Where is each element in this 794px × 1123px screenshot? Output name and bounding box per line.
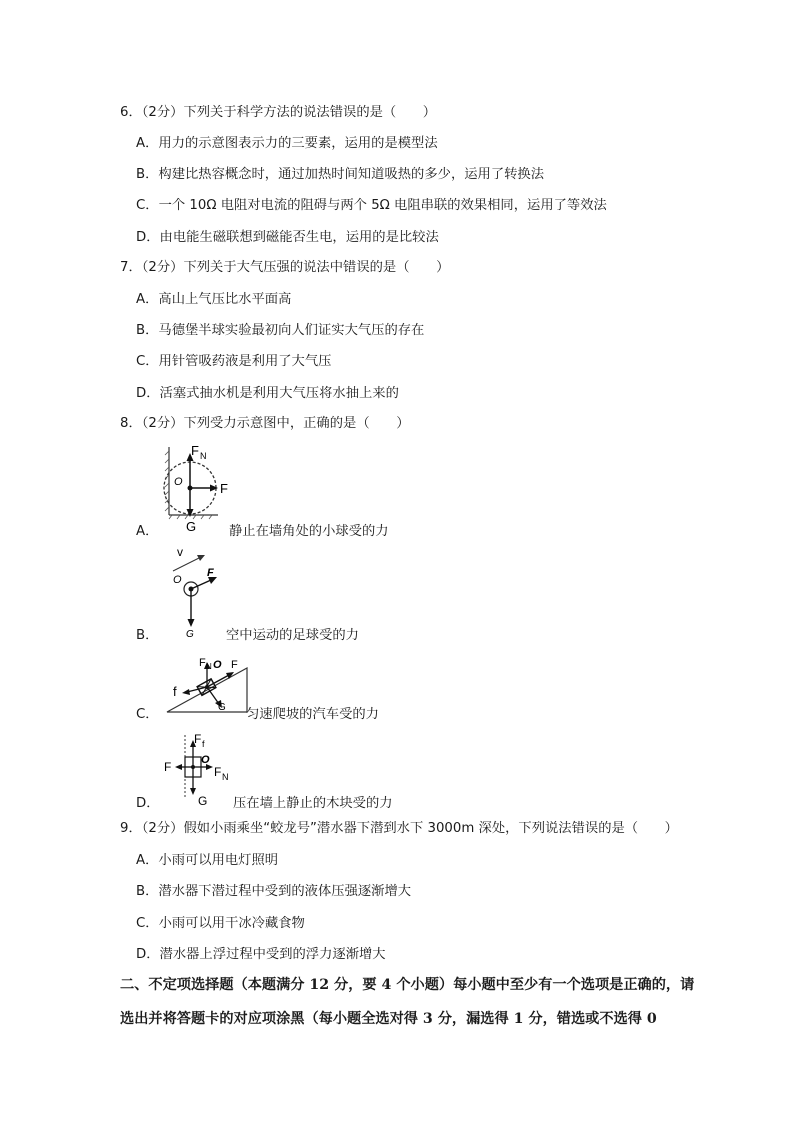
question-8-option-d-letter: D．: [136, 796, 160, 811]
figure-c-fn-label: F: [199, 657, 206, 669]
figure-a-o-label: O: [174, 476, 183, 488]
question-9-option-c: C．小雨可以用干冰冷藏食物: [136, 916, 305, 931]
figure-b-v-label: v: [177, 545, 183, 559]
section-2-heading-line-2: 选出并将答题卡的对应项涂黑（每小题全选对得 3 分，漏选得 1 分，错选或不选得 0: [120, 1011, 657, 1027]
figure-d-fn-label: F: [214, 765, 222, 779]
question-8-option-d-caption: 压在墙上静止的木块受的力: [233, 796, 393, 811]
question-8-option-c-caption: 匀速爬坡的汽车受的力: [246, 707, 379, 722]
figure-d-ff-label: F: [194, 733, 202, 746]
figure-d-block-wall: [160, 733, 240, 808]
figure-a-fn-subscript: N: [200, 451, 207, 461]
figure-b-g-label: G: [186, 629, 194, 638]
question-6-option-c: C．一个 10Ω 电阻对电流的阻碍与两个 5Ω 电阻串联的效果相同，运用了等效法: [136, 198, 607, 213]
figure-c-f-drive-label: F: [231, 659, 238, 671]
figure-c-f-friction-label: f: [173, 684, 177, 699]
figure-d-f-label: F: [164, 760, 172, 774]
question-6-option-d: D．由电能生磁联想到磁能否生电，运用的是比较法: [136, 230, 439, 245]
question-8-option-b-caption: 空中运动的足球受的力: [226, 628, 359, 643]
figure-c-car-slope: [163, 652, 253, 722]
figure-d-o-label: O: [201, 754, 210, 766]
figure-d-ff-subscript: f: [202, 739, 205, 749]
figure-b-o-label: O: [173, 574, 182, 586]
section-2-heading-line-1: 二、不定项选择题（本题满分 12 分，要 4 个小题）每小题中至少有一个选项是正确的，请: [120, 977, 695, 993]
figure-a-fn-label: F: [191, 445, 199, 458]
question-9-option-a: A．小雨可以用电灯照明: [136, 853, 279, 868]
figure-c-fn-subscript: N: [206, 662, 212, 671]
figure-b-football: [165, 543, 235, 638]
figure-c-o-label: O: [213, 659, 222, 671]
question-7-stem: 7．（2分）下列关于大气压强的说法中错误的是（ ）: [120, 260, 450, 275]
question-6-option-b: B．构建比热容概念时，通过加热时间知道吸热的多少，运用了转换法: [136, 167, 545, 182]
figure-a-g-label: G: [186, 519, 197, 533]
figure-a-ball-corner: [160, 445, 250, 533]
question-6-option-a: A．用力的示意图表示力的三要素，运用的是模型法: [136, 136, 438, 151]
figure-b-f-label: F: [207, 567, 214, 579]
question-6-stem: 6．（2分）下列关于科学方法的说法错误的是（ ）: [120, 105, 437, 120]
question-9-stem: 9．（2分）假如小雨乘坐“蛟龙号”潜水器下潜到水下 3000m 深处，下列说法错误的是（ ）: [120, 821, 678, 836]
question-8-option-a-letter: A．: [136, 524, 159, 539]
question-8-option-b-letter: B．: [136, 628, 159, 643]
figure-d-fn-subscript: N: [222, 772, 229, 782]
question-7-option-c: C．用针管吸药液是利用了大气压: [136, 354, 332, 369]
question-8-option-a-caption: 静止在墙角处的小球受的力: [229, 524, 389, 539]
question-7-option-d: D．活塞式抽水机是利用大气压将水抽上来的: [136, 386, 399, 401]
figure-d-g-label: G: [198, 794, 208, 808]
question-9-option-b: B．潜水器下潜过程中受到的液体压强逐渐增大: [136, 884, 412, 899]
question-9-option-d: D．潜水器上浮过程中受到的浮力逐渐增大: [136, 947, 386, 962]
figure-a-f-label: F: [220, 481, 228, 496]
figure-c-g-label: G: [218, 702, 226, 713]
question-8-stem: 8．（2分）下列受力示意图中，正确的是（ ）: [120, 416, 410, 431]
question-7-option-a: A．高山上气压比水平面高: [136, 292, 292, 307]
question-7-option-b: B．马德堡半球实验最初向人们证实大气压的存在: [136, 323, 425, 338]
question-8-option-c-letter: C．: [136, 707, 159, 722]
